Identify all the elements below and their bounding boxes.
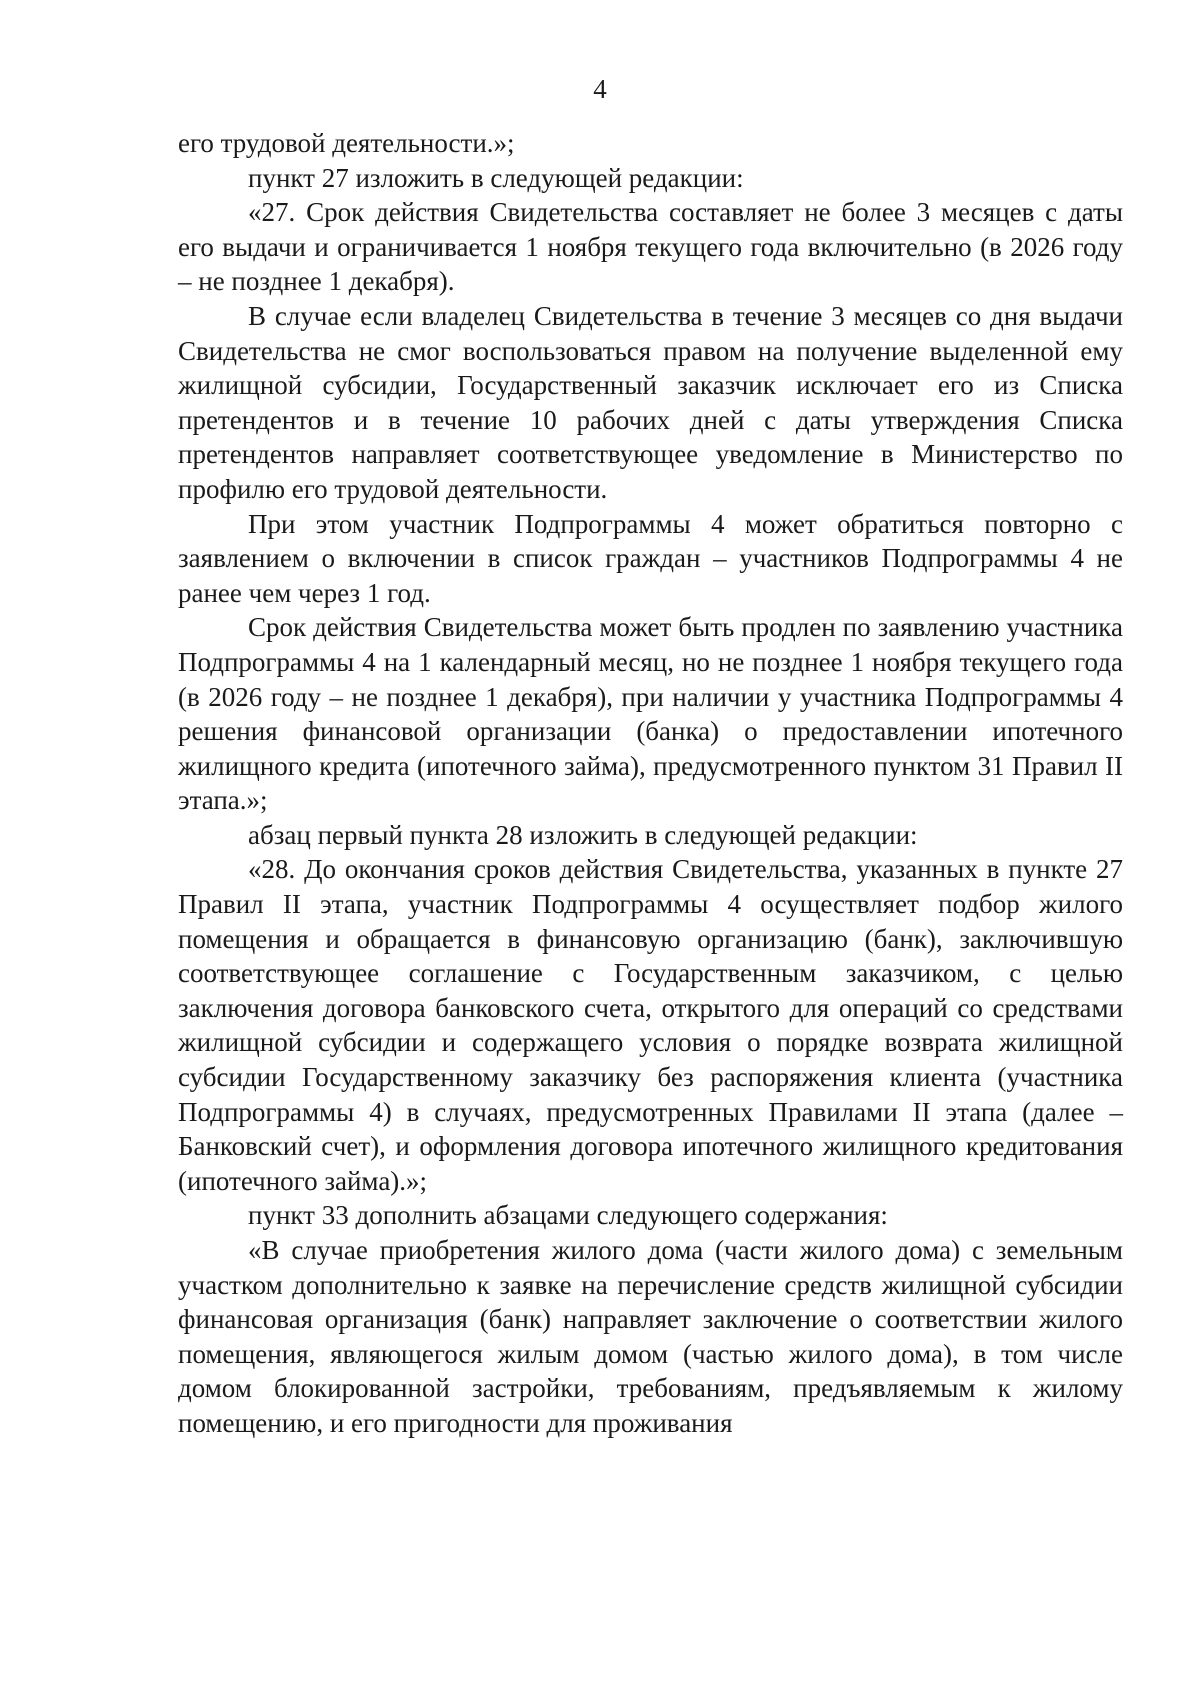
paragraph-continuation: его трудовой деятельности.»; <box>178 128 515 158</box>
document-body <box>178 126 1123 1441</box>
paragraph-point-27-extension: Срок действия Свидетельства может быть продлен по заявлению участника Подпрограммы 4 на 1 календарный месяц, но не позднее 1 ноября текущего года (в 2026 году – не позднее 1 декабря), при наличии у участника Подпрограммы 4 решения финансовой организации (банка) о предоставлении ипотечного жилищного кредита (ипотечного займа), предусмотренного пунктом 31 Правил II этапа.»; <box>178 612 1123 816</box>
paragraph-amendment-point-27: пункт 27 изложить в следующей редакции: <box>248 162 744 193</box>
paragraph-amendment-point-33: пункт 33 дополнить абзацами следующего содержания: <box>248 1200 888 1231</box>
paragraph-point-33-text: «В случае приобретения жилого дома (части жилого дома) с земельным участком дополнительно к заявке на перечисление средств жилищной субсидии финансовая организация (банк) направляет заключение о соответствии жилого помещения, являющегося жилым домом (частью жилого дома), в том числе домом блокированной застройки, требованиям, предъявляемым к жилому помещению, и его пригодности для проживания <box>178 1235 1123 1438</box>
paragraph-point-28-text: «28. До окончания сроков действия Свидетельства, указанных в пункте 27 Правил II этапа, участник Подпрограммы 4 осуществляет подбор жилого помещения и обращается в финансовую организацию (банк), заключившую соответствующее соглашение с Государственным заказчиком, с целью заключения договора банковского счета, открытого для операций со средствами жилищной субсидии и содержащего условия о порядке возврата жилищной субсидии Государственному заказчику без распоряжения клиента (участника Подпрограммы 4) в случаях, предусмотренных Правилами II этапа (далее – Банковский счет), и оформления договора ипотечного жилищного кредитования (ипотечного займа).»; <box>178 854 1123 1196</box>
paragraph-amendment-point-28: абзац первый пункта 28 изложить в следующей редакции: <box>248 819 918 850</box>
page-number: 4 <box>593 74 607 104</box>
paragraph-point-27-exclusion: В случае если владелец Свидетельства в течение 3 месяцев со дня выдачи Свидетельства не смог воспользоваться правом на получение выделенной ему жилищной субсидии, Государственный заказчик исключает его из Списка претендентов и в течение 10 рабочих дней с даты утверждения Списка претендентов направляет соответствующее уведомление в Министерство по профилю его трудовой деятельности. <box>178 300 1123 504</box>
paragraph-point-27-text: «27. Срок действия Свидетельства составляет не более 3 месяцев с даты его выдачи и ограничивается 1 ноября текущего года включительно (в 2026 году – не позднее 1 декабря). <box>178 197 1123 297</box>
paragraph-point-27-reapply: При этом участник Подпрограммы 4 может обратиться повторно с заявлением о включении в список граждан – участников Подпрограммы 4 не ранее чем через 1 год. <box>178 508 1123 608</box>
